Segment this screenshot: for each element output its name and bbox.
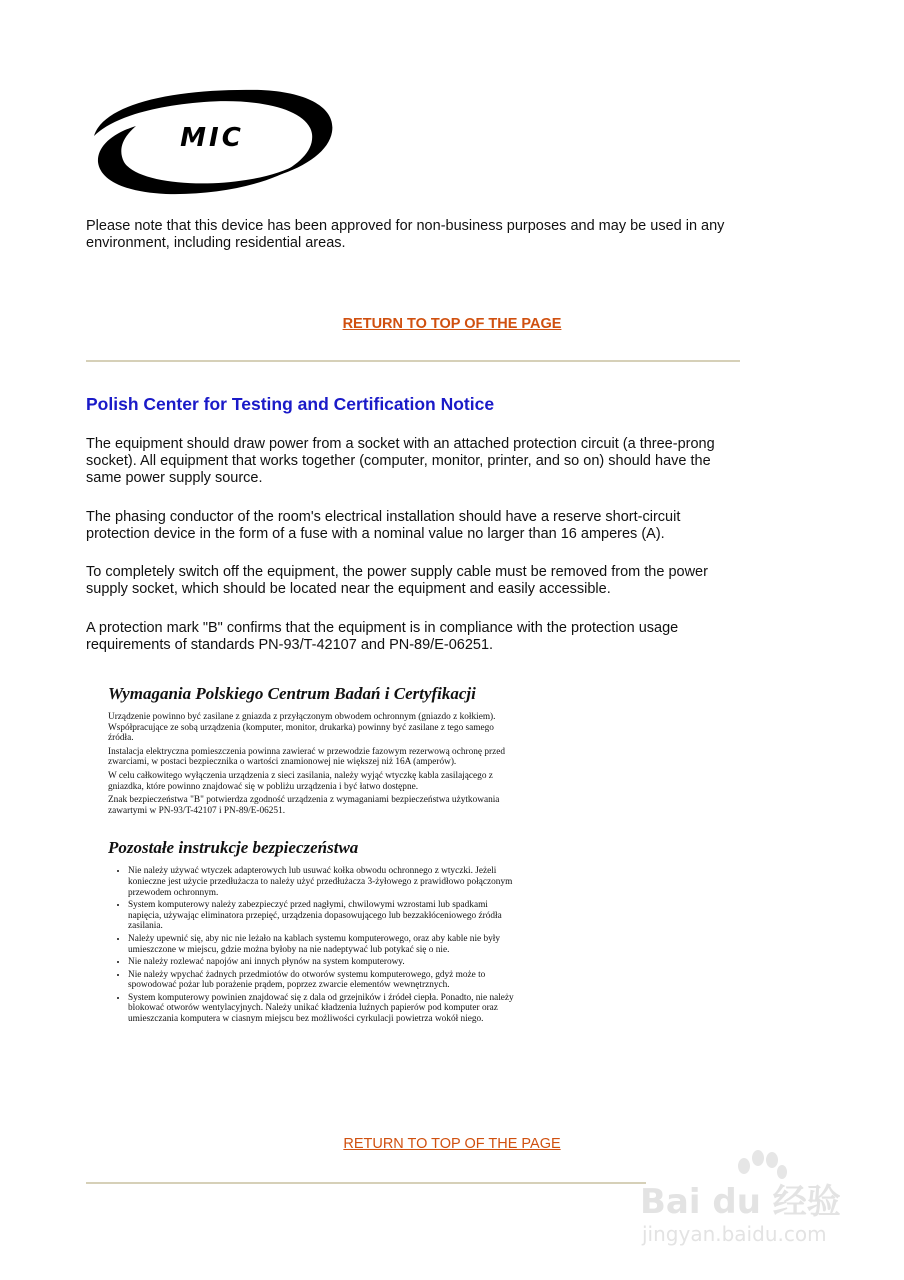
paragraph: To completely switch off the equipment, the power supply cable must be removed from the power supply socket, which should be located near the equipment and easily accessible.	[86, 564, 708, 597]
polish-notice-scan	[108, 684, 520, 1027]
paragraph: A protection mark "B" confirms that the equipment is in compliance with the protection usage requirements of standards PN-93/T-42107 and PN-89/E-06251.	[86, 620, 679, 653]
scan-bullet: • Należy upewnić się, aby nic nie leżało na kablach systemu komputerowego, oraz aby kable nie były umieszczone w miejscu, gdzie można byłoby na nie nadeptywać lub potykać się o nie.	[128, 934, 520, 955]
mic-logo-graphic	[86, 84, 336, 196]
scan-paragraph: Instalacja elektryczna pomieszczenia powinna zawierać w przewodzie fazowym rezerwową ochronę przed zwarciami, w postaci bezpiecznika o wartości znamionowej nie większej niż 16A (amperów).	[108, 746, 505, 768]
mic-logo	[86, 84, 336, 196]
watermark-brand: Bai du 经验	[640, 1182, 841, 1222]
watermark-url: jingyan.baidu.com	[642, 1222, 827, 1246]
return-to-top-link[interactable]: RETURN TO TOP OF THE PAGE	[342, 316, 562, 332]
scan-paragraph: W celu całkowitego wyłączenia urządzenia z sieci zasilania, należy wyjąć wtyczkę kabla zasilającego z gniazdka, które powinno znajdować się w pobliżu urządzenia i być łatwo dostępne.	[108, 770, 493, 792]
scan-title: Pozostałe instrukcje bezpieczeństwa	[108, 838, 359, 858]
scan-paragraph: Urządzenie powinno być zasilane z gniazda z przyłączonym obwodem ochronnym (gniazdo z kołkiem). Współpracujące ze sobą urządzenia (komputer, monitor, drukarka) powinny być zasilane z tego samego źródła.	[108, 712, 496, 744]
scan-bullet: • Nie należy używać wtyczek adapterowych lub usuwać kołka obwodu ochronnego z wtyczki. Jeżeli konieczne jest użycie przedłużacza to należy użyć przedłużacza 3-żyłowego z prawidłowo połączonym przewodem ochronnym.	[128, 866, 520, 898]
scan-title: Wymagania Polskiego Centrum Badań i Certyfikacji	[108, 684, 476, 703]
scan-bullet: • System komputerowy należy zabezpieczyć przed nagłymi, chwilowymi wzrostami lub spadkami napięcia, używając eliminatora przepięć, urządzenia dopasowującego lub bezzakłóceniowego źródła zasilania.	[128, 900, 520, 932]
divider	[86, 1182, 646, 1184]
paragraph: The equipment should draw power from a socket with an attached protection circuit (a three-prong socket). All equipment that works together (computer, monitor, printer, and so on) should have the same power supply source.	[86, 436, 715, 486]
scan-bullet: • Nie należy rozlewać napojów ani innych płynów na system komputerowy.	[128, 957, 520, 968]
scan-paragraph: Znak bezpieczeństwa "B" potwierdza zgodność urządzenia z wymaganiami bezpieczeństwa użytkowania zawartymi w PN-93/T-42107 i PN-89/E-06251.	[108, 795, 500, 816]
section-heading: Polish Center for Testing and Certification Notice	[86, 394, 495, 414]
divider	[86, 360, 740, 362]
scan-bullet-list	[108, 866, 520, 1024]
scan-bullet: • System komputerowy powinien znajdować się z dala od grzejników i źródeł ciepła. Ponadto, nie należy blokować otworów wentylacyjnych. Należy unikać kładzenia luźnych papierów pod komputer oraz umieszczania komputera w ciasnym miejscu bez możliwości cyrkulacji powietrza wokół niego.	[128, 993, 520, 1025]
scan-bullet: • Nie należy wpychać żadnych przedmiotów do otworów systemu komputerowego, gdyż może to spowodować pożar lub porażenie prądem, poprzez zwarcie elementów wewnętrznych.	[128, 970, 520, 991]
baidu-watermark	[640, 1150, 880, 1250]
mic-logo-text: MIC	[180, 123, 244, 153]
mic-notice: Please note that this device has been approved for non-business purposes and may be used in any environment, including residential areas.	[86, 218, 725, 251]
paragraph: The phasing conductor of the room's electrical installation should have a reserve short-circuit protection device in the form of a fuse with a nominal value no larger than 16 amperes (A).	[86, 509, 681, 542]
return-to-top-link[interactable]: RETURN TO TOP OF THE PAGE	[343, 1136, 561, 1152]
